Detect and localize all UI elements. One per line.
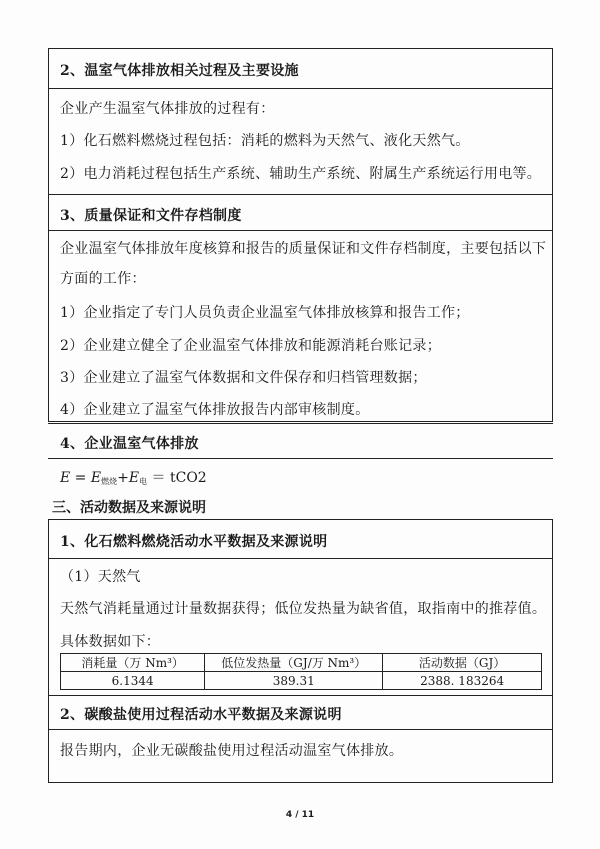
section4-heading: 4、企业温室气体排放 <box>60 436 199 452</box>
emission-formula <box>60 467 207 487</box>
table-cell: 6.1344 <box>61 672 205 690</box>
part3-heading: 三、活动数据及来源说明 <box>52 500 206 516</box>
activity2-text: 报告期内，企业无碳酸盐使用过程活动温室气体排放。 <box>60 743 404 759</box>
table-row <box>61 672 542 690</box>
table-header-row <box>61 654 542 672</box>
divider <box>48 558 553 559</box>
formula-lhs: E <box>60 470 71 486</box>
table-cell: 2388. 183264 <box>383 672 542 690</box>
table-header-cell: 消耗量（万 Nm³） <box>61 654 205 672</box>
section3-item-4: 4）企业建立了温室气体排放报告内部审核制度。 <box>60 402 370 418</box>
activity1-subheading: （1）天然气 <box>60 569 141 585</box>
divider <box>48 423 553 424</box>
table-header-cell: 活动数据（GJ） <box>383 654 542 672</box>
table-header-cell: 低位发热量（GJ/万 Nm³） <box>205 654 383 672</box>
section2-heading: 2、温室气体排放相关过程及主要设施 <box>60 63 299 79</box>
section3-item-2: 2）企业建立健全了企业温室气体排放和能源消耗台账记录； <box>60 338 442 354</box>
section3-heading: 3、质量保证和文件存档制度 <box>60 208 242 224</box>
table-cell: 389.31 <box>205 672 383 690</box>
activity-data-table <box>60 653 542 690</box>
page-number: 4 / 11 <box>285 810 315 820</box>
activity1-description: 天然气消耗量通过计量数据获得；低位发热量为缺省值，取指南中的推荐值。 <box>60 601 547 617</box>
section3-intro-line1: 企业温室气体排放年度核算和报告的质量保证和文件存档制度，主要包括以下 <box>60 241 547 257</box>
formula-equals: = <box>70 470 87 486</box>
formula-term-electricity: E <box>128 470 140 486</box>
divider <box>48 695 553 696</box>
formula-plus: + <box>117 470 129 486</box>
divider <box>48 729 553 730</box>
section3-item-1: 1）企业指定了专门人员负责企业温室气体排放核算和报告工作； <box>60 305 470 321</box>
divider <box>48 458 553 459</box>
formula-unit: ＝ tCO2 <box>151 470 207 486</box>
formula-term-combustion: E <box>90 470 102 486</box>
activity1-data-label: 具体数据如下： <box>60 634 161 650</box>
section3-item-3: 3）企业建立了温室气体数据和文件保存和归档管理数据； <box>60 370 427 386</box>
section2-item-2: 2）电力消耗过程包括生产系统、辅助生产系统、附属生产系统运行用电等。 <box>60 166 542 182</box>
section2-intro: 企业产生温室气体排放的过程有： <box>60 101 275 117</box>
divider <box>48 194 553 195</box>
formula-sub-combustion: 燃烧 <box>101 477 118 486</box>
divider <box>48 88 553 89</box>
activity2-heading: 2、碳酸盐使用过程活动水平数据及来源说明 <box>60 707 342 723</box>
section2-item-1: 1）化石燃料燃烧过程包括：消耗的燃料为天然气、液化天然气。 <box>60 133 470 149</box>
activity1-heading: 1、化石燃料燃烧活动水平数据及来源说明 <box>60 534 328 550</box>
formula-sub-electricity: 电 <box>139 477 148 486</box>
section3-intro-line2: 方面的工作： <box>60 271 146 287</box>
divider <box>48 230 553 231</box>
